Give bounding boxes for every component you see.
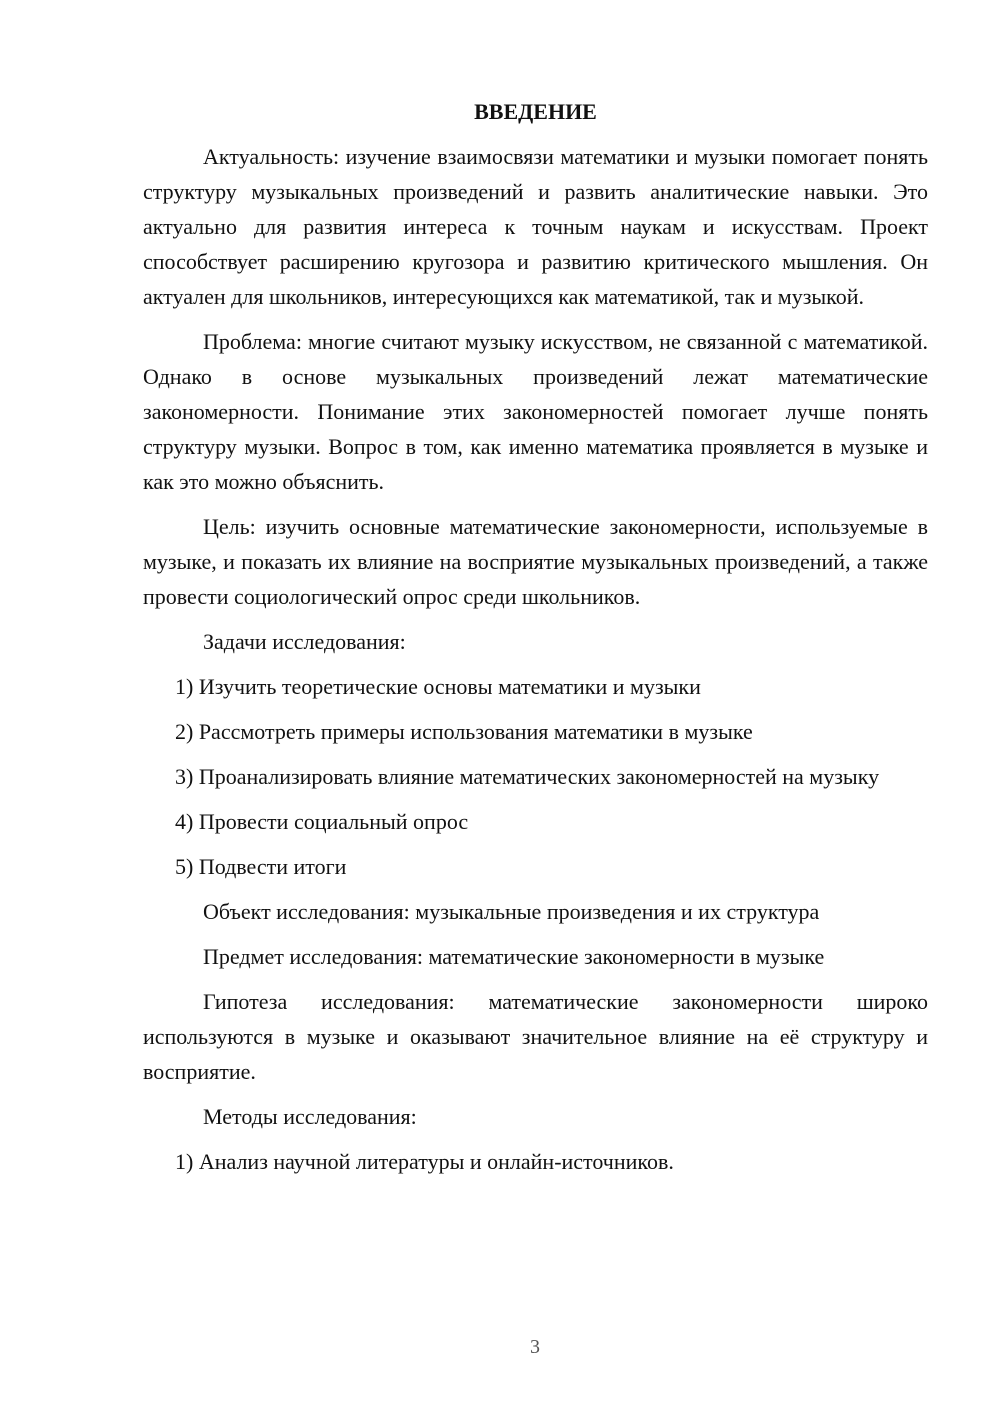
page-content [143,94,928,1189]
methods-heading: Методы исследования: [203,1104,417,1129]
research-object: Объект исследования: музыкальные произведения и их структура [203,899,820,924]
method-item: 1) Анализ научной литературы и онлайн-источников. [175,1149,674,1174]
task-item: 5) Подвести итоги [175,854,347,879]
problem-paragraph: Проблема: многие считают музыку искусством, не связанной с математикой. Однако в основе музыкальных произведений лежат математические закономерности. Понимание этих закономерностей помогает лучше понять структуру музыки. Вопрос в том, как именно математика проявляется в музыке и как это можно объяснить. [143,329,928,494]
research-subject: Предмет исследования: математические закономерности в музыке [203,944,825,969]
tasks-heading: Задачи исследования: [203,629,406,654]
page-number: 3 [530,1336,540,1358]
task-item: 3) Проанализировать влияние математических закономерностей на музыку [175,764,880,789]
relevance-paragraph: Актуальность: изучение взаимосвязи математики и музыки помогает понять структуру музыкальных произведений и развить аналитические навыки. Это актуально для развития интереса к точным наукам и искусствам. Проект способствует расширению кругозора и развитию критического мышления. Он актуален для школьников, интересующихся как математикой, так и музыкой. [143,144,928,309]
task-item: 4) Провести социальный опрос [175,809,469,834]
task-item: 1) Изучить теоретические основы математики и музыки [175,674,701,699]
goal-paragraph: Цель: изучить основные математические закономерности, используемые в музыке, и показать их влияние на восприятие музыкальных произведений, а также провести социологический опрос среди школьников. [143,514,928,609]
task-item: 2) Рассмотреть примеры использования математики в музыке [175,719,753,744]
hypothesis-paragraph: Гипотеза исследования: математические закономерности широко используются в музыке и оказывают значительное влияние на её структуру и восприятие. [143,989,928,1084]
section-title: ВВЕДЕНИЕ [474,99,597,124]
